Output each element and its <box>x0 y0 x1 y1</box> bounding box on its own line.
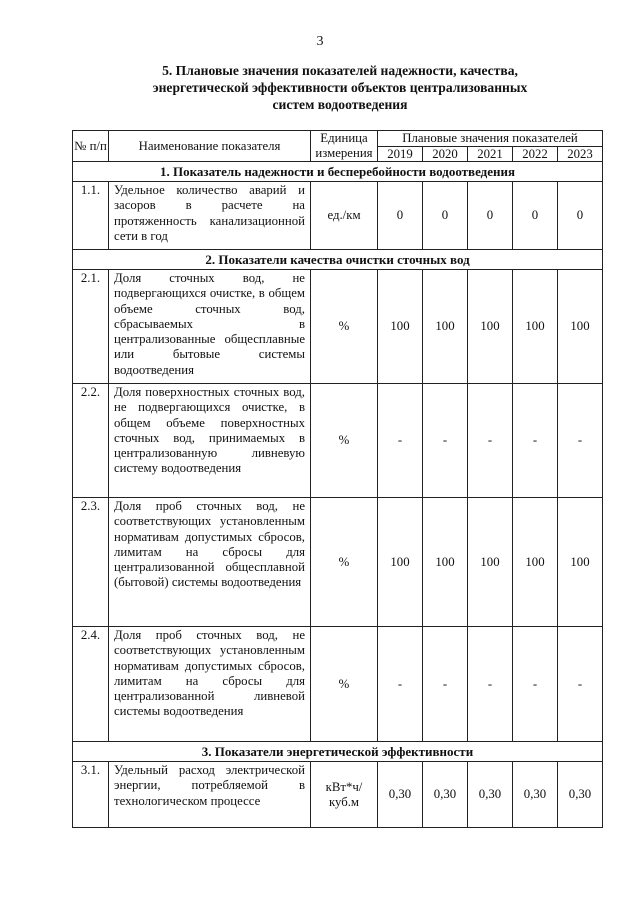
row-value: - <box>558 627 603 742</box>
row-unit: % <box>311 498 378 627</box>
row-num: 2.1. <box>73 270 109 384</box>
section-title: 2. Показатели качества очистки сточных вод <box>73 250 603 270</box>
row-value: - <box>378 627 423 742</box>
indicators-table <box>72 130 603 828</box>
header-num: № п/п <box>73 131 109 162</box>
row-name: Доля сточных вод, не подвергающихся очистке, в общем объеме сточных вод, сбрасываемых в централизованные общесплавные или бытовые системы водоотведения <box>109 270 311 384</box>
row-unit: % <box>311 270 378 384</box>
row-num: 2.4. <box>73 627 109 742</box>
row-value: 0 <box>513 182 558 250</box>
row-value: 100 <box>558 498 603 627</box>
row-value: 100 <box>378 498 423 627</box>
row-value: - <box>378 384 423 498</box>
row-value: 0,30 <box>423 762 468 828</box>
table-row <box>73 270 603 384</box>
row-value: - <box>468 627 513 742</box>
heading-line: энергетической эффективности объектов централизованных <box>152 80 528 95</box>
row-name: Удельное количество аварий и засоров в расчете на протяженность канализационной сети в год <box>109 182 311 250</box>
row-value: 0,30 <box>513 762 558 828</box>
header-year: 2022 <box>513 147 558 162</box>
row-value: 100 <box>423 498 468 627</box>
row-value: - <box>513 627 558 742</box>
table-row <box>73 498 603 627</box>
row-name: Удельный расход электрической энергии, потребляемой в технологическом процессе <box>109 762 311 828</box>
row-value: 100 <box>423 270 468 384</box>
section-heading <box>120 62 560 113</box>
row-name: Доля проб сточных вод, не соответствующих установленным нормативам допустимых сбросов, лимитам на сбросы для централизованной ливневой системы водоотведения <box>109 627 311 742</box>
row-unit: % <box>311 384 378 498</box>
row-value: 0 <box>558 182 603 250</box>
row-value: 0,30 <box>468 762 513 828</box>
row-value: - <box>513 384 558 498</box>
row-unit: кВт*ч/ куб.м <box>311 762 378 828</box>
row-value: 100 <box>558 270 603 384</box>
row-value: 0 <box>468 182 513 250</box>
header-planned-values: Плановые значения показателей <box>378 131 603 147</box>
table-row <box>73 627 603 742</box>
section-title: 1. Показатель надежности и бесперебойности водоотведения <box>73 162 603 182</box>
row-name: Доля поверхностных сточных вод, не подвергающихся очистке, в общем объеме поверхностных сточных вод, принимаемых в централизованную ливневую систему водоотведения <box>109 384 311 498</box>
row-value: 100 <box>513 498 558 627</box>
header-name: Наименование показателя <box>109 131 311 162</box>
header-year: 2019 <box>378 147 423 162</box>
section-title: 3. Показатели энергетической эффективности <box>73 742 603 762</box>
row-value: 100 <box>468 270 513 384</box>
heading-line: 5. Плановые значения показателей надежности, качества, <box>162 63 518 78</box>
row-unit: % <box>311 627 378 742</box>
heading-line: систем водоотведения <box>272 97 408 112</box>
table-row <box>73 182 603 250</box>
row-num: 2.3. <box>73 498 109 627</box>
header-year: 2020 <box>423 147 468 162</box>
row-value: - <box>423 384 468 498</box>
page-number: 3 <box>316 34 324 49</box>
row-value: 0 <box>423 182 468 250</box>
row-value: - <box>558 384 603 498</box>
row-value: 100 <box>378 270 423 384</box>
row-value: 100 <box>513 270 558 384</box>
row-num: 3.1. <box>73 762 109 828</box>
row-unit: ед./км <box>311 182 378 250</box>
row-value: 100 <box>468 498 513 627</box>
row-num: 1.1. <box>73 182 109 250</box>
row-value: 0,30 <box>558 762 603 828</box>
header-year: 2023 <box>558 147 603 162</box>
header-year: 2021 <box>468 147 513 162</box>
table-row <box>73 762 603 828</box>
row-num: 2.2. <box>73 384 109 498</box>
row-value: - <box>468 384 513 498</box>
row-value: 0,30 <box>378 762 423 828</box>
table-row <box>73 384 603 498</box>
row-value: 0 <box>378 182 423 250</box>
row-name: Доля проб сточных вод, не соответствующих установленным нормативам допустимых сбросов, лимитам на сбросы для централизованной общесплавной (бытовой) системы водоотведения <box>109 498 311 627</box>
header-unit: Единица измерения <box>311 131 378 162</box>
row-value: - <box>423 627 468 742</box>
